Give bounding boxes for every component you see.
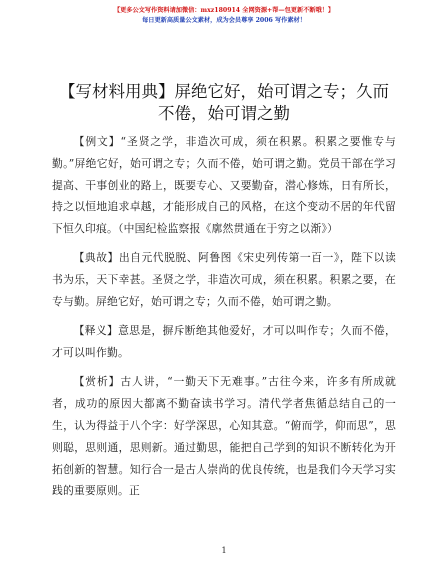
- document-title: 【写材料用典】屏绝它好，始可谓之专；久而不倦，始可谓之勤: [59, 82, 389, 123]
- page-number: 1: [221, 546, 227, 555]
- paragraph-meaning: 【释义】意思是，摒斥断绝其他爱好，才可以叫作专；久而不倦，才可以叫作勤。: [52, 324, 396, 360]
- promo-banner-top: 【更多公文写作资料请加微信：mxz180914 全网资源+帮—包更新不断哦！】: [113, 7, 335, 14]
- paragraph-example: 【例文】“圣贤之学，非造次可成，须在积累。积累之要惟专与勤。”屏绝它好，始可谓之专；久而不倦，始可谓之勤。党员干部在学习提高、干事创业的路上，既要专心、又要勤奋，潜心修炼，日有所长，持之以恒地追求卓越，才能形成自己的风格，在这个变动不居的年代留下恒久印痕。（中国纪检监察报《廓然贯通在于穷之以渐》）: [52, 135, 396, 236]
- document-body: [52, 131, 396, 510]
- paragraph-appreciation: 【赏析】古人讲，“一勤天下无难事。”古往今来，许多有所成就者，成功的原因大都离不勤奋读书学习。清代学者焦循总结自己的一生，认为得益于八个字：好学深思，心知其意。“俯而学，仰而思”，思则聪，思则通，思则新。通过勤思，能把自己学到的知识不断转化为开拓创新的智慧。知行合一是古人崇尚的优良传统，也是我们今天学习实践的重要原则。正: [52, 375, 396, 498]
- paragraph-source: 【典故】出自元代脱脱、阿鲁图《宋史列传第一百一》，陛下以读书为乐，天下幸甚。圣贤之学，非造次可成，须在积累。积累之要，在专与勤。屏绝它好，始可谓之专；久而不倦，始可谓之勤。: [52, 251, 396, 309]
- promo-banner-sub: 每日更新高质量公文素材，成为会员尊享 2006 写作素材！: [142, 17, 306, 24]
